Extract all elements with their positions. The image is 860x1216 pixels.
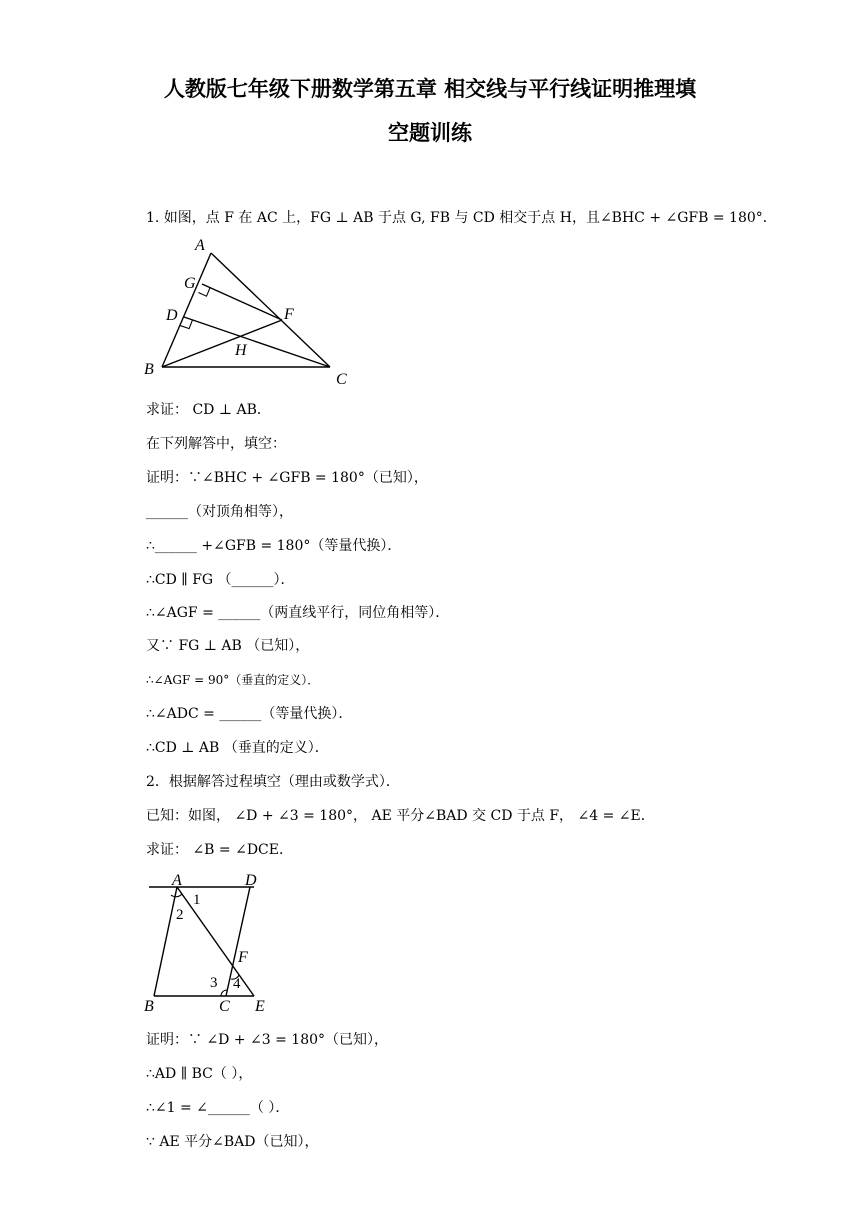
q1-line-6: ∴CD ∥ FG （______）．: [146, 572, 295, 588]
q1-line-1: 求证： CD ⊥ AB．: [146, 402, 271, 418]
q2-label-3: 3: [210, 975, 218, 991]
q1-label-c: C: [336, 371, 347, 388]
q1-line-11: ∴CD ⊥ AB （垂直的定义）．: [146, 740, 329, 756]
q1-line-8: 又∵ FG ⊥ AB （已知），: [146, 638, 310, 654]
q2-line-3: 求证： ∠B = ∠DCE．: [146, 842, 293, 858]
q1-label-b: B: [144, 361, 154, 378]
q2-label-1: 1: [193, 892, 201, 908]
q2-proof-line-2: ∴AD ∥ BC（ ），: [146, 1066, 253, 1082]
q1-line-7: ∴∠AGF = ______（两直线平行，同位角相等）．: [146, 605, 450, 621]
q1-triangle-figure: [140, 236, 360, 388]
page-title-line2: 空题训练: [388, 121, 472, 145]
q2-label-b: B: [144, 998, 154, 1015]
q1-line-9: ∴∠AGF = 90°（垂直的定义）．: [146, 673, 320, 687]
q2-line-2: 已知：如图， ∠D + ∠3 = 180°， AE 平分∠BAD 交 CD 于点 F， ∠4 = ∠E．: [146, 808, 655, 824]
q1-label-f: F: [284, 306, 294, 323]
q2-label-f: F: [238, 949, 248, 966]
q2-label-d: D: [245, 872, 257, 889]
q2-label-c: C: [219, 998, 230, 1015]
q2-label-2: 2: [176, 907, 184, 923]
page-title-line1: 人教版七年级下册数学第五章 相交线与平行线证明推理填: [163, 77, 697, 101]
q1-line-10: ∴∠ADC = ______（等量代换）．: [146, 706, 353, 722]
q1-label-g: G: [184, 275, 196, 292]
q1-label-a: A: [195, 237, 205, 254]
q2-proof-line-3: ∴∠1 = ∠______（ ）．: [146, 1100, 290, 1116]
q1-line-3: 证明：∵∠BHC + ∠GFB = 180°（已知），: [146, 470, 428, 486]
q1-statement: 1. 如图，点 F 在 AC 上，FG ⊥ AB 于点 G, FB 与 CD 相交于点 H，且∠BHC + ∠GFB = 180°．: [146, 210, 777, 226]
q2-proof-line-4: ∵ AE 平分∠BAD（已知），: [146, 1134, 319, 1150]
q2-label-e: E: [255, 998, 265, 1015]
q2-label-4: 4: [233, 976, 241, 992]
q1-line-2: 在下列解答中，填空：: [146, 436, 286, 452]
q2-trapezoid-figure: [140, 866, 280, 1018]
q1-line-5: ∴______ +∠GFB = 180°（等量代换）．: [146, 538, 402, 554]
q1-label-h: H: [235, 342, 247, 359]
q1-line-4: ______（对顶角相等），: [146, 504, 293, 520]
q2-line-1: 2．根据解答过程填空（理由或数学式）．: [146, 774, 400, 790]
q2-label-a: A: [172, 872, 182, 889]
q2-proof-line-1: 证明：∵ ∠D + ∠3 = 180°（已知），: [146, 1032, 389, 1048]
q1-label-d: D: [166, 307, 178, 324]
